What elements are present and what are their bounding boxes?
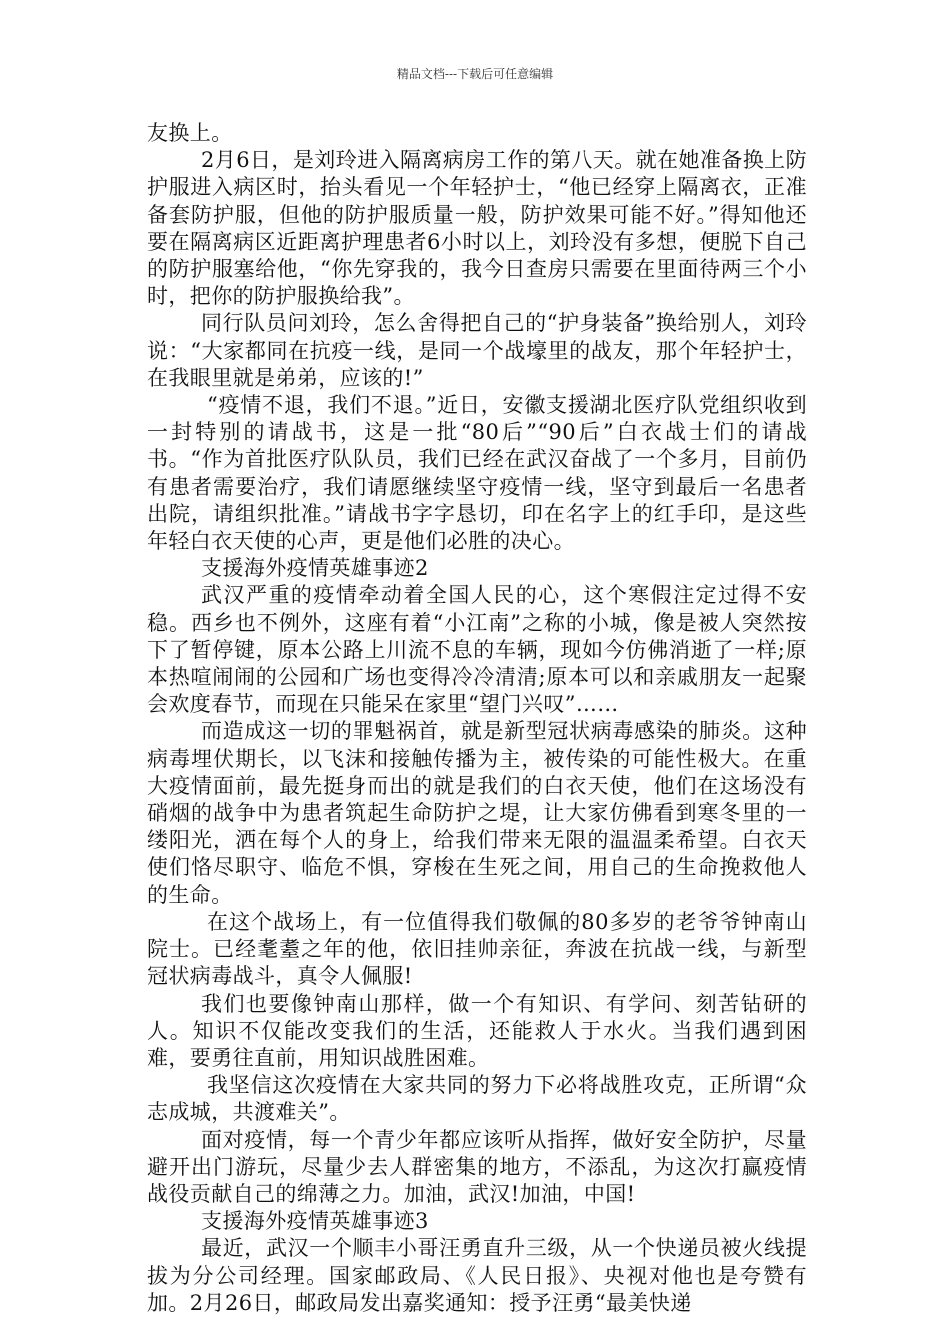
paragraph: 最近，武汉一个顺丰小哥汪勇直升三级，从一个快递员被火线提拔为分公司经理。国家邮政局、《人民日报》、央视对他也是夸赞有加。2月26日，邮政局发出嘉奖通知：授予汪勇“最美快递: [147, 1236, 807, 1315]
paragraph: 我坚信这次疫情在大家共同的努力下必将战胜攻克，正所谓“众志成城，共渡难关”。: [147, 1073, 807, 1125]
section-heading: 支援海外疫情英雄事迹3: [201, 1209, 429, 1234]
section-heading: 支援海外疫情英雄事迹2: [201, 556, 429, 581]
paragraph: 我们也要像钟南山那样，做一个有知识、有学问、刻苦钻研的人。知识不仅能改变我们的生活，还能救人于水火。当我们遇到困难，要勇往直前，用知识战胜困难。: [147, 991, 807, 1070]
paragraph: “疫情不退，我们不退。”近日，安徽支援湖北医疗队党组织收到一封特别的请战书，这是一批“80后”“90后”白衣战士们的请战书。“作为首批医疗队队员，我们已经在武汉奋战了一个多月，目前仍有患者需要治疗，我们请愿继续坚守疫情一线，坚守到最后一名患者出院，请组织批准。”请战书字字恳切，印在名字上的红手印，是这些年轻白衣天使的心声，更是他们必胜的决心。: [147, 393, 807, 554]
page-header: 精品文档---下载后可任意编辑: [396, 67, 554, 81]
paragraph: 而造成这一切的罪魁祸首，就是新型冠状病毒感染的肺炎。这种病毒埋伏期长，以飞沫和接触传播为主，被传染的可能性极大。在重大疫情面前，最先挺身而出的就是我们的白衣天使，他们在这场没有硝烟的战争中为患者筑起生命防护之堤，让大家仿佛看到寒冬里的一缕阳光，洒在每个人的身上，给我们带来无限的温温柔希望。白衣天使们恪尽职守、临危不惧，穿梭在生死之间，用自己的生命挽救他人的生命。: [147, 719, 807, 907]
paragraph: 在这个战场上，有一位值得我们敬佩的80多岁的老爷爷钟南山院士。已经耄耋之年的他，依旧挂帅亲征，奔波在抗战一线，与新型冠状病毒战斗，真令人佩服!: [147, 909, 807, 989]
document-body: [147, 120, 807, 1317]
paragraph: 同行队员问刘玲，怎么舍得把自己的“护身装备”换给别人，刘玲说：“大家都同在抗疫一线，是同一个战壕里的战友，那个年轻护士，在我眼里就是弟弟，应该的!”: [147, 311, 807, 390]
paragraph: 面对疫情，每一个青少年都应该听从指挥，做好安全防护，尽量避开出门游玩，尽量少去人群密集的地方，不添乱，为这次打赢疫情战役贡献自己的绵薄之力。加油，武汉!加油，中国!: [147, 1127, 807, 1206]
paragraph: 武汉严重的疫情牵动着全国人民的心，这个寒假注定过得不安稳。西乡也不例外，这座有着“小江南”之称的小城，像是被人突然按下了暂停键，原本公路上川流不息的车辆，现如今仿佛消逝了一样;原本热喧闹闹的公园和广场也变得冷冷清清;原本可以和亲戚朋友一起聚会欢度春节，而现在只能呆在家里“望门兴叹”……: [147, 583, 807, 717]
paragraph-continuation: 友换上。: [147, 121, 233, 145]
paragraph: 2月6日，是刘玲进入隔离病房工作的第八天。就在她准备换上防护服进入病区时，抬头看见一个年轻护士，“他已经穿上隔离衣，正准备套防护服，但他的防护服质量一般，防护效果可能不好。”得知他还要在隔离病区近距离护理患者6小时以上，刘玲没有多想，便脱下自己的防护服塞给他，“你先穿我的，我今日查房只需要在里面待两三个小时，把你的防护服换给我”。: [147, 148, 807, 309]
